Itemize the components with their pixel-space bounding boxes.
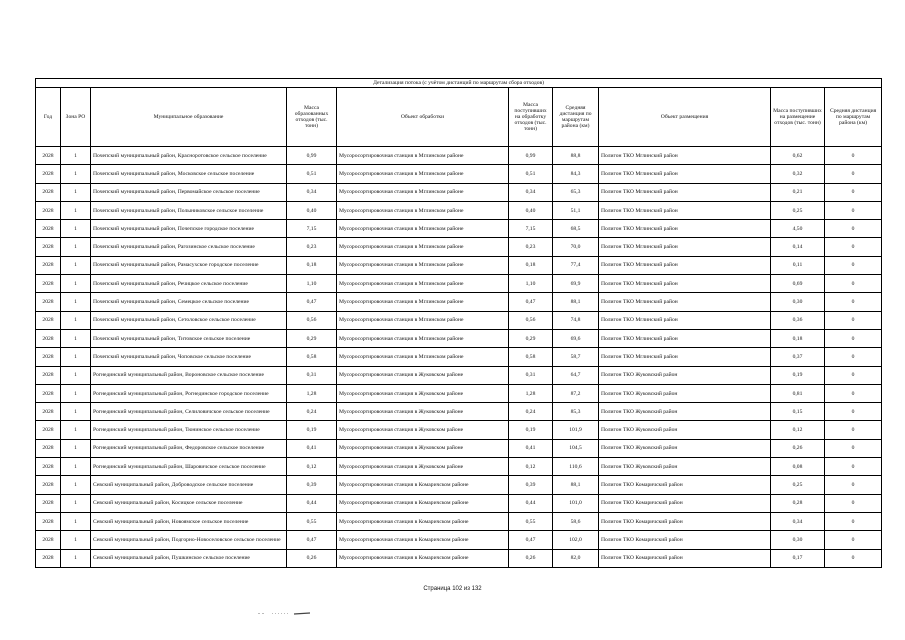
cell-avg-distance-processing: 58,6 xyxy=(553,512,599,530)
cell-avg-distance-placement: 0 xyxy=(825,476,882,494)
cell-zone: 1 xyxy=(61,329,91,347)
table-row xyxy=(36,512,882,530)
table-row xyxy=(36,458,882,476)
cell-municipality: Почепский муниципальный район, Московское сельское поселение xyxy=(91,165,287,183)
cell-processing-object: Мусоросортировочная станция в Мглинском районе xyxy=(337,147,509,165)
cell-mass-to-processing: 0,26 xyxy=(509,549,553,567)
cell-year: 2028 xyxy=(36,512,61,530)
cell-placement-object: Полигон ТКО Жуковский район xyxy=(599,421,771,439)
cell-mass-to-placement: 0,17 xyxy=(771,549,825,567)
cell-processing-object: Мусоросортировочная станция в Жуковском районе xyxy=(337,421,509,439)
cell-municipality: Рогнединский муниципальный район, Вороновское сельское поселение xyxy=(91,366,287,384)
cell-zone: 1 xyxy=(61,403,91,421)
cell-processing-object: Мусоросортировочная станция в Мглинском районе xyxy=(337,201,509,219)
header-mass-to-processing: Масса поступивших на обработку отходов (тыс. тонн) xyxy=(509,88,553,147)
cell-municipality: Почепский муниципальный район, Титовское сельское поселение xyxy=(91,329,287,347)
cell-mass-to-placement: 0,12 xyxy=(771,421,825,439)
cell-processing-object: Мусоросортировочная станция в Мглинском районе xyxy=(337,238,509,256)
cell-mass-to-processing: 0,24 xyxy=(509,403,553,421)
header-zone: Зона РО xyxy=(61,88,91,147)
cell-year: 2028 xyxy=(36,256,61,274)
cell-placement-object: Полигон ТКО Комаричский район xyxy=(599,531,771,549)
cell-placement-object: Полигон ТКО Жуковский район xyxy=(599,458,771,476)
cell-avg-distance-placement: 0 xyxy=(825,366,882,384)
cell-mass-to-processing: 0,55 xyxy=(509,512,553,530)
cell-municipality: Рогнединский муниципальный район, Федоровское сельское поселение xyxy=(91,439,287,457)
cell-mass-to-placement: 0,32 xyxy=(771,165,825,183)
cell-avg-distance-processing: 84,3 xyxy=(553,165,599,183)
cell-year: 2028 xyxy=(36,220,61,238)
cell-processing-object: Мусоросортировочная станция в Комаричском районе xyxy=(337,494,509,512)
cell-placement-object: Полигон ТКО Комаричский район xyxy=(599,512,771,530)
cell-mass-to-processing: 0,44 xyxy=(509,494,553,512)
cell-mass-generated: 0,51 xyxy=(287,165,337,183)
cell-mass-generated: 0,58 xyxy=(287,348,337,366)
cell-municipality: Рогнединский муниципальный район, Селиловичское сельское поселение xyxy=(91,403,287,421)
cell-avg-distance-placement: 0 xyxy=(825,165,882,183)
cell-processing-object: Мусоросортировочная станция в Мглинском районе xyxy=(337,256,509,274)
cell-municipality: Севский муниципальный район, Косицкое сельское поселение xyxy=(91,494,287,512)
cell-mass-to-processing: 7,15 xyxy=(509,220,553,238)
cell-placement-object: Полигон ТКО Жуковский район xyxy=(599,384,771,402)
cell-avg-distance-placement: 0 xyxy=(825,458,882,476)
cell-mass-to-placement: 0,11 xyxy=(771,256,825,274)
cell-municipality: Почепский муниципальный район, Красноротовское сельское поселение xyxy=(91,147,287,165)
cell-zone: 1 xyxy=(61,549,91,567)
cell-zone: 1 xyxy=(61,293,91,311)
cell-mass-generated: 0,56 xyxy=(287,311,337,329)
cell-zone: 1 xyxy=(61,275,91,293)
cell-zone: 1 xyxy=(61,476,91,494)
cell-placement-object: Полигон ТКО Мглинский район xyxy=(599,201,771,219)
cell-placement-object: Полигон ТКО Мглинский район xyxy=(599,147,771,165)
cell-placement-object: Полигон ТКО Комаричский район xyxy=(599,494,771,512)
cell-municipality: Рогнединский муниципальный район, Тюнинское сельское поселение xyxy=(91,421,287,439)
cell-avg-distance-processing: 82,0 xyxy=(553,549,599,567)
cell-year: 2028 xyxy=(36,329,61,347)
table-row xyxy=(36,275,882,293)
cell-mass-to-processing: 0,39 xyxy=(509,476,553,494)
table-row xyxy=(36,531,882,549)
cell-avg-distance-placement: 0 xyxy=(825,183,882,201)
cell-municipality: Почепский муниципальный район, Чоповское сельское поселение xyxy=(91,348,287,366)
cell-placement-object: Полигон ТКО Мглинский район xyxy=(599,183,771,201)
cell-avg-distance-processing: 87,2 xyxy=(553,384,599,402)
table-row xyxy=(36,329,882,347)
cell-placement-object: Полигон ТКО Мглинский район xyxy=(599,256,771,274)
cell-avg-distance-processing: 101,0 xyxy=(553,494,599,512)
cell-year: 2028 xyxy=(36,476,61,494)
cell-year: 2028 xyxy=(36,275,61,293)
cell-mass-generated: 0,47 xyxy=(287,531,337,549)
cell-mass-to-placement: 0,34 xyxy=(771,512,825,530)
cell-avg-distance-processing: 104,5 xyxy=(553,439,599,457)
cell-placement-object: Полигон ТКО Комаричский район xyxy=(599,549,771,567)
table-row xyxy=(36,183,882,201)
cell-mass-generated: 0,47 xyxy=(287,293,337,311)
cell-placement-object: Полигон ТКО Мглинский район xyxy=(599,275,771,293)
header-avg-distance-placement: Средняя дистанция по маршрутам района (км) xyxy=(825,88,882,147)
cell-mass-to-processing: 0,41 xyxy=(509,439,553,457)
cell-municipality: Почепский муниципальный район, Почепское городское поселение xyxy=(91,220,287,238)
cell-placement-object: Полигон ТКО Мглинский район xyxy=(599,348,771,366)
table-caption: Детализация потока (с учётом дистанций по маршрутам сбора отходов) xyxy=(36,79,882,88)
cell-processing-object: Мусоросортировочная станция в Мглинском районе xyxy=(337,293,509,311)
cell-year: 2028 xyxy=(36,549,61,567)
cell-municipality: Почепский муниципальный район, Рамасухское городское поселение xyxy=(91,256,287,274)
cell-mass-generated: 0,23 xyxy=(287,238,337,256)
cell-avg-distance-processing: 88,1 xyxy=(553,293,599,311)
cell-mass-to-placement: 0,19 xyxy=(771,366,825,384)
cell-mass-to-processing: 0,51 xyxy=(509,165,553,183)
cell-mass-to-placement: 0,69 xyxy=(771,275,825,293)
cell-mass-to-processing: 1,10 xyxy=(509,275,553,293)
cell-municipality: Почепский муниципальный район, Первомайское сельское поселение xyxy=(91,183,287,201)
cell-mass-to-placement: 0,26 xyxy=(771,439,825,457)
cell-municipality: Почепский муниципальный район, Речицкое сельское поселение xyxy=(91,275,287,293)
cell-mass-generated: 0,29 xyxy=(287,329,337,347)
cell-zone: 1 xyxy=(61,512,91,530)
cell-avg-distance-processing: 88,1 xyxy=(553,476,599,494)
cell-avg-distance-placement: 0 xyxy=(825,293,882,311)
cell-processing-object: Мусоросортировочная станция в Мглинском районе xyxy=(337,348,509,366)
cell-avg-distance-placement: 0 xyxy=(825,403,882,421)
cell-mass-to-processing: 0,40 xyxy=(509,201,553,219)
cell-year: 2028 xyxy=(36,403,61,421)
table-row xyxy=(36,293,882,311)
cell-zone: 1 xyxy=(61,165,91,183)
cell-avg-distance-processing: 69,9 xyxy=(553,275,599,293)
header-processing-object: Объект обработки xyxy=(337,88,509,147)
cell-mass-generated: 0,18 xyxy=(287,256,337,274)
cell-mass-generated: 0,24 xyxy=(287,403,337,421)
cell-zone: 1 xyxy=(61,220,91,238)
cell-processing-object: Мусоросортировочная станция в Жуковском районе xyxy=(337,384,509,402)
cell-avg-distance-placement: 0 xyxy=(825,512,882,530)
cell-year: 2028 xyxy=(36,183,61,201)
cell-mass-to-processing: 0,58 xyxy=(509,348,553,366)
cell-placement-object: Полигон ТКО Комаричский район xyxy=(599,476,771,494)
cell-avg-distance-placement: 0 xyxy=(825,311,882,329)
cell-municipality: Севский муниципальный район, Подгорно-Новоселовское сельское поселение xyxy=(91,531,287,549)
cell-municipality: Почепский муниципальный район, Семецкое сельское поселение xyxy=(91,293,287,311)
table-row xyxy=(36,147,882,165)
cell-year: 2028 xyxy=(36,531,61,549)
cell-zone: 1 xyxy=(61,366,91,384)
table-row xyxy=(36,238,882,256)
cell-placement-object: Полигон ТКО Мглинский район xyxy=(599,293,771,311)
cell-year: 2028 xyxy=(36,439,61,457)
cell-avg-distance-processing: 69,6 xyxy=(553,329,599,347)
cell-year: 2028 xyxy=(36,366,61,384)
cell-processing-object: Мусоросортировочная станция в Мглинском районе xyxy=(337,183,509,201)
cell-mass-to-placement: 0,25 xyxy=(771,476,825,494)
cell-year: 2028 xyxy=(36,238,61,256)
cell-municipality: Рогнединский муниципальный район, Рогнединское городское поселение xyxy=(91,384,287,402)
table-row xyxy=(36,403,882,421)
cell-year: 2028 xyxy=(36,147,61,165)
cell-mass-generated: 7,15 xyxy=(287,220,337,238)
cell-municipality: Севский муниципальный район, Пушкинское сельское поселение xyxy=(91,549,287,567)
cell-mass-generated: 0,31 xyxy=(287,366,337,384)
cell-mass-to-processing: 0,19 xyxy=(509,421,553,439)
cell-mass-to-processing: 0,12 xyxy=(509,458,553,476)
table-header-row xyxy=(36,88,882,147)
cell-avg-distance-processing: 51,1 xyxy=(553,201,599,219)
cell-zone: 1 xyxy=(61,147,91,165)
table-row xyxy=(36,476,882,494)
cell-mass-generated: 0,34 xyxy=(287,183,337,201)
cell-mass-to-placement: 0,18 xyxy=(771,329,825,347)
cell-year: 2028 xyxy=(36,384,61,402)
cell-placement-object: Полигон ТКО Мглинский район xyxy=(599,329,771,347)
cell-processing-object: Мусоросортировочная станция в Мглинском районе xyxy=(337,165,509,183)
cell-municipality: Почепский муниципальный район, Полыниковское сельское поселение xyxy=(91,201,287,219)
cell-placement-object: Полигон ТКО Мглинский район xyxy=(599,311,771,329)
cell-mass-generated: 0,99 xyxy=(287,147,337,165)
cell-zone: 1 xyxy=(61,531,91,549)
table-row xyxy=(36,256,882,274)
cell-processing-object: Мусоросортировочная станция в Жуковском районе xyxy=(337,458,509,476)
flow-detail-table xyxy=(35,78,882,568)
cell-processing-object: Мусоросортировочная станция в Мглинском районе xyxy=(337,311,509,329)
cell-placement-object: Полигон ТКО Жуковский район xyxy=(599,403,771,421)
header-mass-to-placement: Масса поступивших на размещение отходов (тыс. тонн) xyxy=(771,88,825,147)
cell-avg-distance-placement: 0 xyxy=(825,147,882,165)
header-mass-generated: Масса образованных отходов (тыс. тонн) xyxy=(287,88,337,147)
cell-avg-distance-processing: 65,3 xyxy=(553,183,599,201)
cell-mass-to-placement: 0,15 xyxy=(771,403,825,421)
cell-year: 2028 xyxy=(36,494,61,512)
page-number: Страница 102 из 132 xyxy=(423,586,482,592)
cell-avg-distance-placement: 0 xyxy=(825,201,882,219)
cell-avg-distance-placement: 0 xyxy=(825,348,882,366)
cell-mass-generated: 0,55 xyxy=(287,512,337,530)
cell-avg-distance-processing: 101,9 xyxy=(553,421,599,439)
cell-zone: 1 xyxy=(61,384,91,402)
cell-municipality: Рогнединский муниципальный район, Шаровичское сельское поселение xyxy=(91,458,287,476)
header-municipality: Муниципальное образование xyxy=(91,88,287,147)
cell-mass-to-placement: 0,36 xyxy=(771,311,825,329)
cell-mass-to-placement: 0,81 xyxy=(771,384,825,402)
cell-year: 2028 xyxy=(36,458,61,476)
cell-mass-to-processing: 0,47 xyxy=(509,293,553,311)
cell-mass-to-processing: 1,28 xyxy=(509,384,553,402)
cell-zone: 1 xyxy=(61,238,91,256)
cell-mass-to-placement: 0,25 xyxy=(771,201,825,219)
cell-zone: 1 xyxy=(61,348,91,366)
cell-avg-distance-processing: 64,7 xyxy=(553,366,599,384)
cell-year: 2028 xyxy=(36,293,61,311)
cell-zone: 1 xyxy=(61,494,91,512)
cell-avg-distance-processing: 110,6 xyxy=(553,458,599,476)
cell-mass-generated: 0,44 xyxy=(287,494,337,512)
cell-placement-object: Полигон ТКО Жуковский район xyxy=(599,366,771,384)
cell-year: 2028 xyxy=(36,201,61,219)
table-row xyxy=(36,494,882,512)
cell-year: 2028 xyxy=(36,348,61,366)
cell-processing-object: Мусоросортировочная станция в Мглинском районе xyxy=(337,329,509,347)
cell-processing-object: Мусоросортировочная станция в Комаричском районе xyxy=(337,512,509,530)
cell-placement-object: Полигон ТКО Жуковский район xyxy=(599,439,771,457)
cell-zone: 1 xyxy=(61,201,91,219)
table-row xyxy=(36,220,882,238)
cell-municipality: Севский муниципальный район, Новоямское сельское поселение xyxy=(91,512,287,530)
cell-avg-distance-placement: 0 xyxy=(825,238,882,256)
cell-processing-object: Мусоросортировочная станция в Комаричском районе xyxy=(337,531,509,549)
cell-placement-object: Полигон ТКО Мглинский район xyxy=(599,220,771,238)
cell-zone: 1 xyxy=(61,439,91,457)
cell-avg-distance-processing: 85,3 xyxy=(553,403,599,421)
header-year: Год xyxy=(36,88,61,147)
cell-processing-object: Мусоросортировочная станция в Жуковском районе xyxy=(337,403,509,421)
cell-mass-to-processing: 0,34 xyxy=(509,183,553,201)
cell-avg-distance-placement: 0 xyxy=(825,256,882,274)
cell-mass-generated: 0,26 xyxy=(287,549,337,567)
cell-mass-generated: 0,41 xyxy=(287,439,337,457)
cell-year: 2028 xyxy=(36,421,61,439)
cell-mass-to-placement: 0,30 xyxy=(771,293,825,311)
cell-mass-to-processing: 0,29 xyxy=(509,329,553,347)
cell-mass-to-placement: 0,30 xyxy=(771,531,825,549)
cell-avg-distance-processing: 74,8 xyxy=(553,311,599,329)
cell-avg-distance-placement: 0 xyxy=(825,549,882,567)
cell-mass-to-processing: 0,99 xyxy=(509,147,553,165)
cell-avg-distance-processing: 88,8 xyxy=(553,147,599,165)
cell-mass-to-processing: 0,31 xyxy=(509,366,553,384)
table-row xyxy=(36,165,882,183)
cell-zone: 1 xyxy=(61,311,91,329)
cell-zone: 1 xyxy=(61,421,91,439)
cell-mass-generated: 0,40 xyxy=(287,201,337,219)
cell-avg-distance-placement: 0 xyxy=(825,384,882,402)
cell-mass-generated: 0,39 xyxy=(287,476,337,494)
cell-avg-distance-placement: 0 xyxy=(825,439,882,457)
header-placement-object: Объект размещения xyxy=(599,88,771,147)
table-row xyxy=(36,201,882,219)
table-row xyxy=(36,311,882,329)
cell-mass-to-placement: 0,62 xyxy=(771,147,825,165)
cell-mass-generated: 1,10 xyxy=(287,275,337,293)
table-row xyxy=(36,439,882,457)
table-row xyxy=(36,348,882,366)
cell-municipality: Севский муниципальный район, Доброводское сельское поселение xyxy=(91,476,287,494)
cell-avg-distance-processing: 68,5 xyxy=(553,220,599,238)
cell-year: 2028 xyxy=(36,311,61,329)
cell-processing-object: Мусоросортировочная станция в Мглинском районе xyxy=(337,220,509,238)
cell-avg-distance-placement: 0 xyxy=(825,275,882,293)
cell-mass-to-processing: 0,47 xyxy=(509,531,553,549)
cell-placement-object: Полигон ТКО Мглинский район xyxy=(599,238,771,256)
table-row xyxy=(36,384,882,402)
table-row xyxy=(36,366,882,384)
cell-zone: 1 xyxy=(61,458,91,476)
table-row xyxy=(36,549,882,567)
cell-mass-to-placement: 0,14 xyxy=(771,238,825,256)
cell-mass-generated: 0,19 xyxy=(287,421,337,439)
cell-processing-object: Мусоросортировочная станция в Жуковском районе xyxy=(337,366,509,384)
table-caption-row xyxy=(36,79,882,88)
cell-avg-distance-placement: 0 xyxy=(825,531,882,549)
cell-mass-to-placement: 0,21 xyxy=(771,183,825,201)
cell-avg-distance-placement: 0 xyxy=(825,220,882,238)
scan-mark xyxy=(258,612,310,615)
cell-avg-distance-placement: 0 xyxy=(825,494,882,512)
cell-placement-object: Полигон ТКО Мглинский район xyxy=(599,165,771,183)
cell-municipality: Почепский муниципальный район, Рагозинское сельское поселение xyxy=(91,238,287,256)
header-avg-distance-processing: Средняя дистанция по маршрутам района (км) xyxy=(553,88,599,147)
cell-municipality: Почепский муниципальный район, Сетоловское сельское поселение xyxy=(91,311,287,329)
cell-processing-object: Мусоросортировочная станция в Комаричском районе xyxy=(337,549,509,567)
cell-mass-to-processing: 0,23 xyxy=(509,238,553,256)
cell-avg-distance-placement: 0 xyxy=(825,329,882,347)
cell-year: 2028 xyxy=(36,165,61,183)
cell-avg-distance-processing: 102,0 xyxy=(553,531,599,549)
cell-mass-to-placement: 0,37 xyxy=(771,348,825,366)
cell-mass-to-placement: 0,08 xyxy=(771,458,825,476)
cell-mass-generated: 1,28 xyxy=(287,384,337,402)
cell-mass-to-placement: 4,50 xyxy=(771,220,825,238)
cell-processing-object: Мусоросортировочная станция в Мглинском районе xyxy=(337,275,509,293)
cell-mass-to-processing: 0,56 xyxy=(509,311,553,329)
cell-processing-object: Мусоросортировочная станция в Комаричском районе xyxy=(337,476,509,494)
cell-mass-to-placement: 0,28 xyxy=(771,494,825,512)
cell-avg-distance-processing: 77,4 xyxy=(553,256,599,274)
cell-zone: 1 xyxy=(61,256,91,274)
cell-avg-distance-processing: 70,0 xyxy=(553,238,599,256)
cell-zone: 1 xyxy=(61,183,91,201)
cell-mass-generated: 0,12 xyxy=(287,458,337,476)
cell-avg-distance-processing: 58,7 xyxy=(553,348,599,366)
cell-avg-distance-placement: 0 xyxy=(825,421,882,439)
table-row xyxy=(36,421,882,439)
cell-mass-to-processing: 0,18 xyxy=(509,256,553,274)
cell-processing-object: Мусоросортировочная станция в Жуковском районе xyxy=(337,439,509,457)
